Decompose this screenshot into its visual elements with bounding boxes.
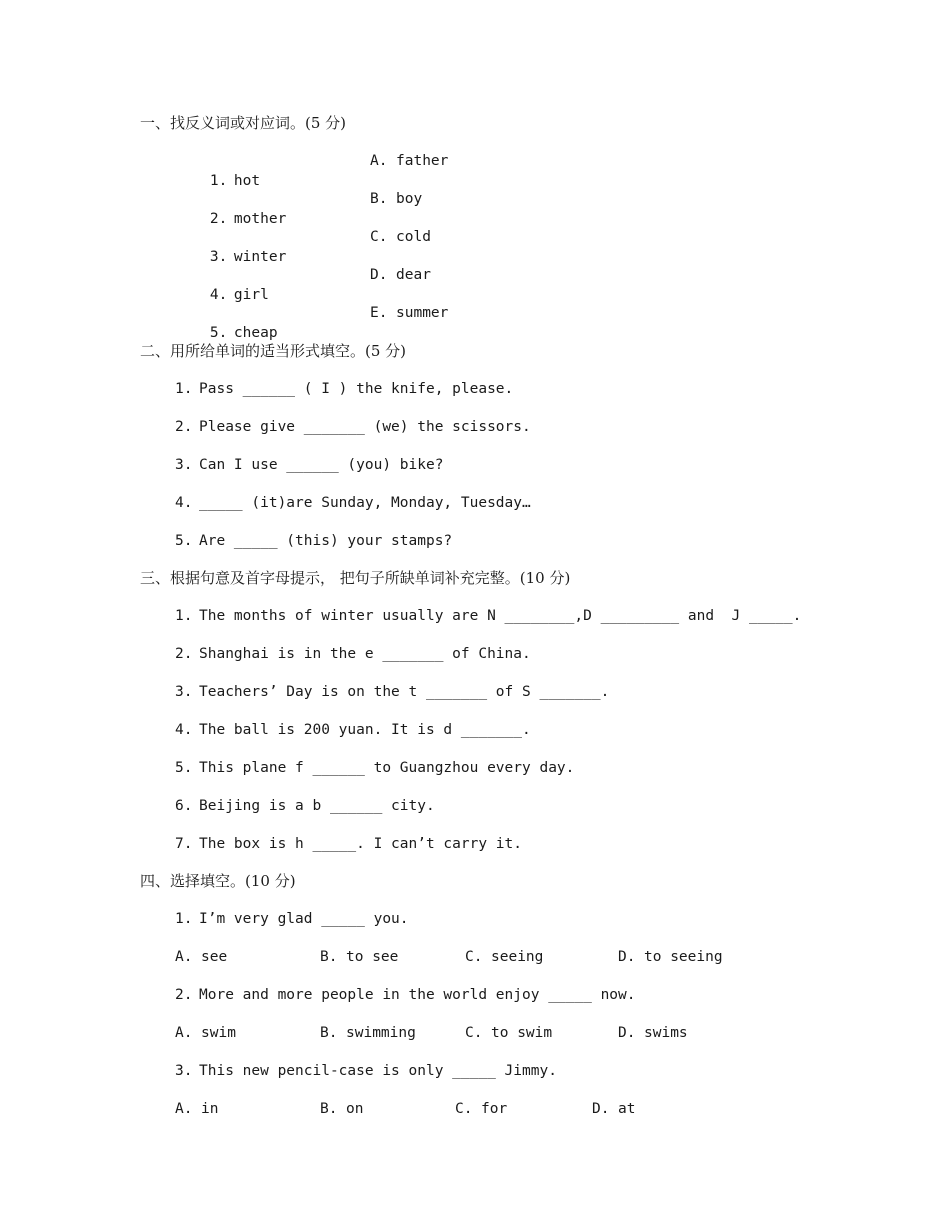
matching-word: girl: [233, 287, 269, 303]
section-2-title: 二、用所给单词的适当形式填空。(5 分): [140, 342, 407, 360]
option-letter: B.: [320, 949, 338, 965]
item-number: 5.: [175, 760, 193, 776]
option-letter: A.: [370, 153, 388, 169]
option-letter: E.: [370, 305, 388, 321]
fill-in-item: [175, 758, 574, 778]
option-text: on: [346, 1101, 364, 1117]
option-word: dear: [396, 267, 431, 283]
item-number: 1.: [175, 381, 193, 397]
section-3-title: 三、根据句意及首字母提示， 把句子所缺单词补充完整。(10 分): [140, 569, 571, 587]
matching-word: mother: [233, 211, 287, 227]
question-stem: [175, 1061, 557, 1081]
option-text: to see: [346, 949, 399, 965]
option-letter: B.: [320, 1101, 338, 1117]
item-text: The ball is 200 yuan. It is d _______.: [199, 722, 531, 738]
section-4-title: 四、选择填空。(10 分): [140, 872, 296, 890]
item-number: 4.: [209, 287, 228, 303]
option-text: in: [201, 1101, 219, 1117]
fill-in-item: [175, 455, 443, 475]
option-word: cold: [396, 229, 431, 245]
item-number: 3.: [175, 1063, 193, 1079]
option-letter: C.: [455, 1101, 473, 1117]
item-number: 1.: [175, 911, 193, 927]
option-text: for: [481, 1101, 508, 1117]
item-text: Teachers’ Day is on the t _______ of S _______.: [199, 684, 610, 700]
options-row: [175, 1099, 636, 1119]
option-letter: A.: [175, 1101, 193, 1117]
item-text: Can I use ______ (you) bike?: [199, 457, 444, 473]
option-text: to swim: [491, 1025, 553, 1041]
option-letter: A.: [175, 1025, 193, 1041]
options-row: [175, 947, 723, 967]
fill-in-item: [175, 720, 531, 740]
matching-row: [175, 303, 449, 341]
option-letter: D.: [618, 1025, 636, 1041]
question-stem: [175, 985, 636, 1005]
option-text: to seeing: [644, 949, 723, 965]
question-text: I’m very glad _____ you.: [199, 911, 409, 927]
fill-in-item: [175, 379, 513, 399]
option-letter: D.: [618, 949, 636, 965]
item-number: 2.: [175, 419, 193, 435]
item-number: 7.: [175, 836, 193, 852]
item-text: Beijing is a b ______ city.: [199, 798, 435, 814]
item-number: 2.: [175, 646, 193, 662]
item-number: 3.: [209, 249, 228, 265]
option-text: seeing: [491, 949, 544, 965]
fill-in-item: [175, 493, 531, 513]
option-text: swimming: [346, 1025, 416, 1041]
item-number: 1.: [175, 608, 193, 624]
fill-in-item: [175, 644, 531, 664]
item-text: Shanghai is in the e _______ of China.: [199, 646, 531, 662]
options-row: [175, 1023, 688, 1043]
fill-in-item: [175, 531, 452, 551]
item-text: The months of winter usually are N ________,D _________ and J _____.: [199, 608, 802, 624]
fill-in-item: [175, 606, 801, 626]
matching-word: cheap: [233, 325, 278, 341]
fill-in-item: [175, 796, 435, 816]
matching-row: [175, 189, 423, 227]
option-letter: C.: [465, 949, 483, 965]
item-number: 5.: [209, 325, 228, 341]
item-number: 3.: [175, 457, 193, 473]
item-text: The box is h _____. I can’t carry it.: [199, 836, 523, 852]
matching-row: [175, 151, 449, 189]
option-text: at: [618, 1101, 636, 1117]
question-text: More and more people in the world enjoy _____ now.: [199, 987, 636, 1003]
option-text: swims: [644, 1025, 688, 1041]
item-text: Pass ______ ( I ) the knife, please.: [199, 381, 514, 397]
matching-word: winter: [233, 249, 287, 265]
option-letter: A.: [175, 949, 193, 965]
item-number: 2.: [175, 987, 193, 1003]
fill-in-item: [175, 417, 531, 437]
matching-word: hot: [233, 173, 261, 189]
item-number: 1.: [209, 173, 228, 189]
option-text: swim: [201, 1025, 236, 1041]
option-letter: D.: [592, 1101, 610, 1117]
item-number: 5.: [175, 533, 193, 549]
option-word: father: [396, 153, 449, 169]
option-letter: C.: [465, 1025, 483, 1041]
matching-row: [175, 265, 431, 303]
option-letter: D.: [370, 267, 388, 283]
option-letter: B.: [320, 1025, 338, 1041]
option-word: boy: [396, 191, 423, 207]
option-letter: C.: [370, 229, 388, 245]
question-text: This new pencil-case is only _____ Jimmy.: [199, 1063, 557, 1079]
question-stem: [175, 909, 409, 929]
item-text: _____ (it)are Sunday, Monday, Tuesday…: [199, 495, 531, 511]
item-text: Please give _______ (we) the scissors.: [199, 419, 531, 435]
item-number: 4.: [175, 495, 193, 511]
fill-in-item: [175, 834, 522, 854]
section-1-title: 一、找反义词或对应词。(5 分): [140, 114, 347, 132]
option-letter: B.: [370, 191, 388, 207]
fill-in-item: [175, 682, 609, 702]
item-text: This plane f ______ to Guangzhou every day.: [199, 760, 575, 776]
item-number: 3.: [175, 684, 193, 700]
option-word: summer: [396, 305, 449, 321]
matching-row: [175, 227, 431, 265]
option-text: see: [201, 949, 228, 965]
item-number: 4.: [175, 722, 193, 738]
item-text: Are _____ (this) your stamps?: [199, 533, 453, 549]
item-number: 2.: [209, 211, 228, 227]
item-number: 6.: [175, 798, 193, 814]
